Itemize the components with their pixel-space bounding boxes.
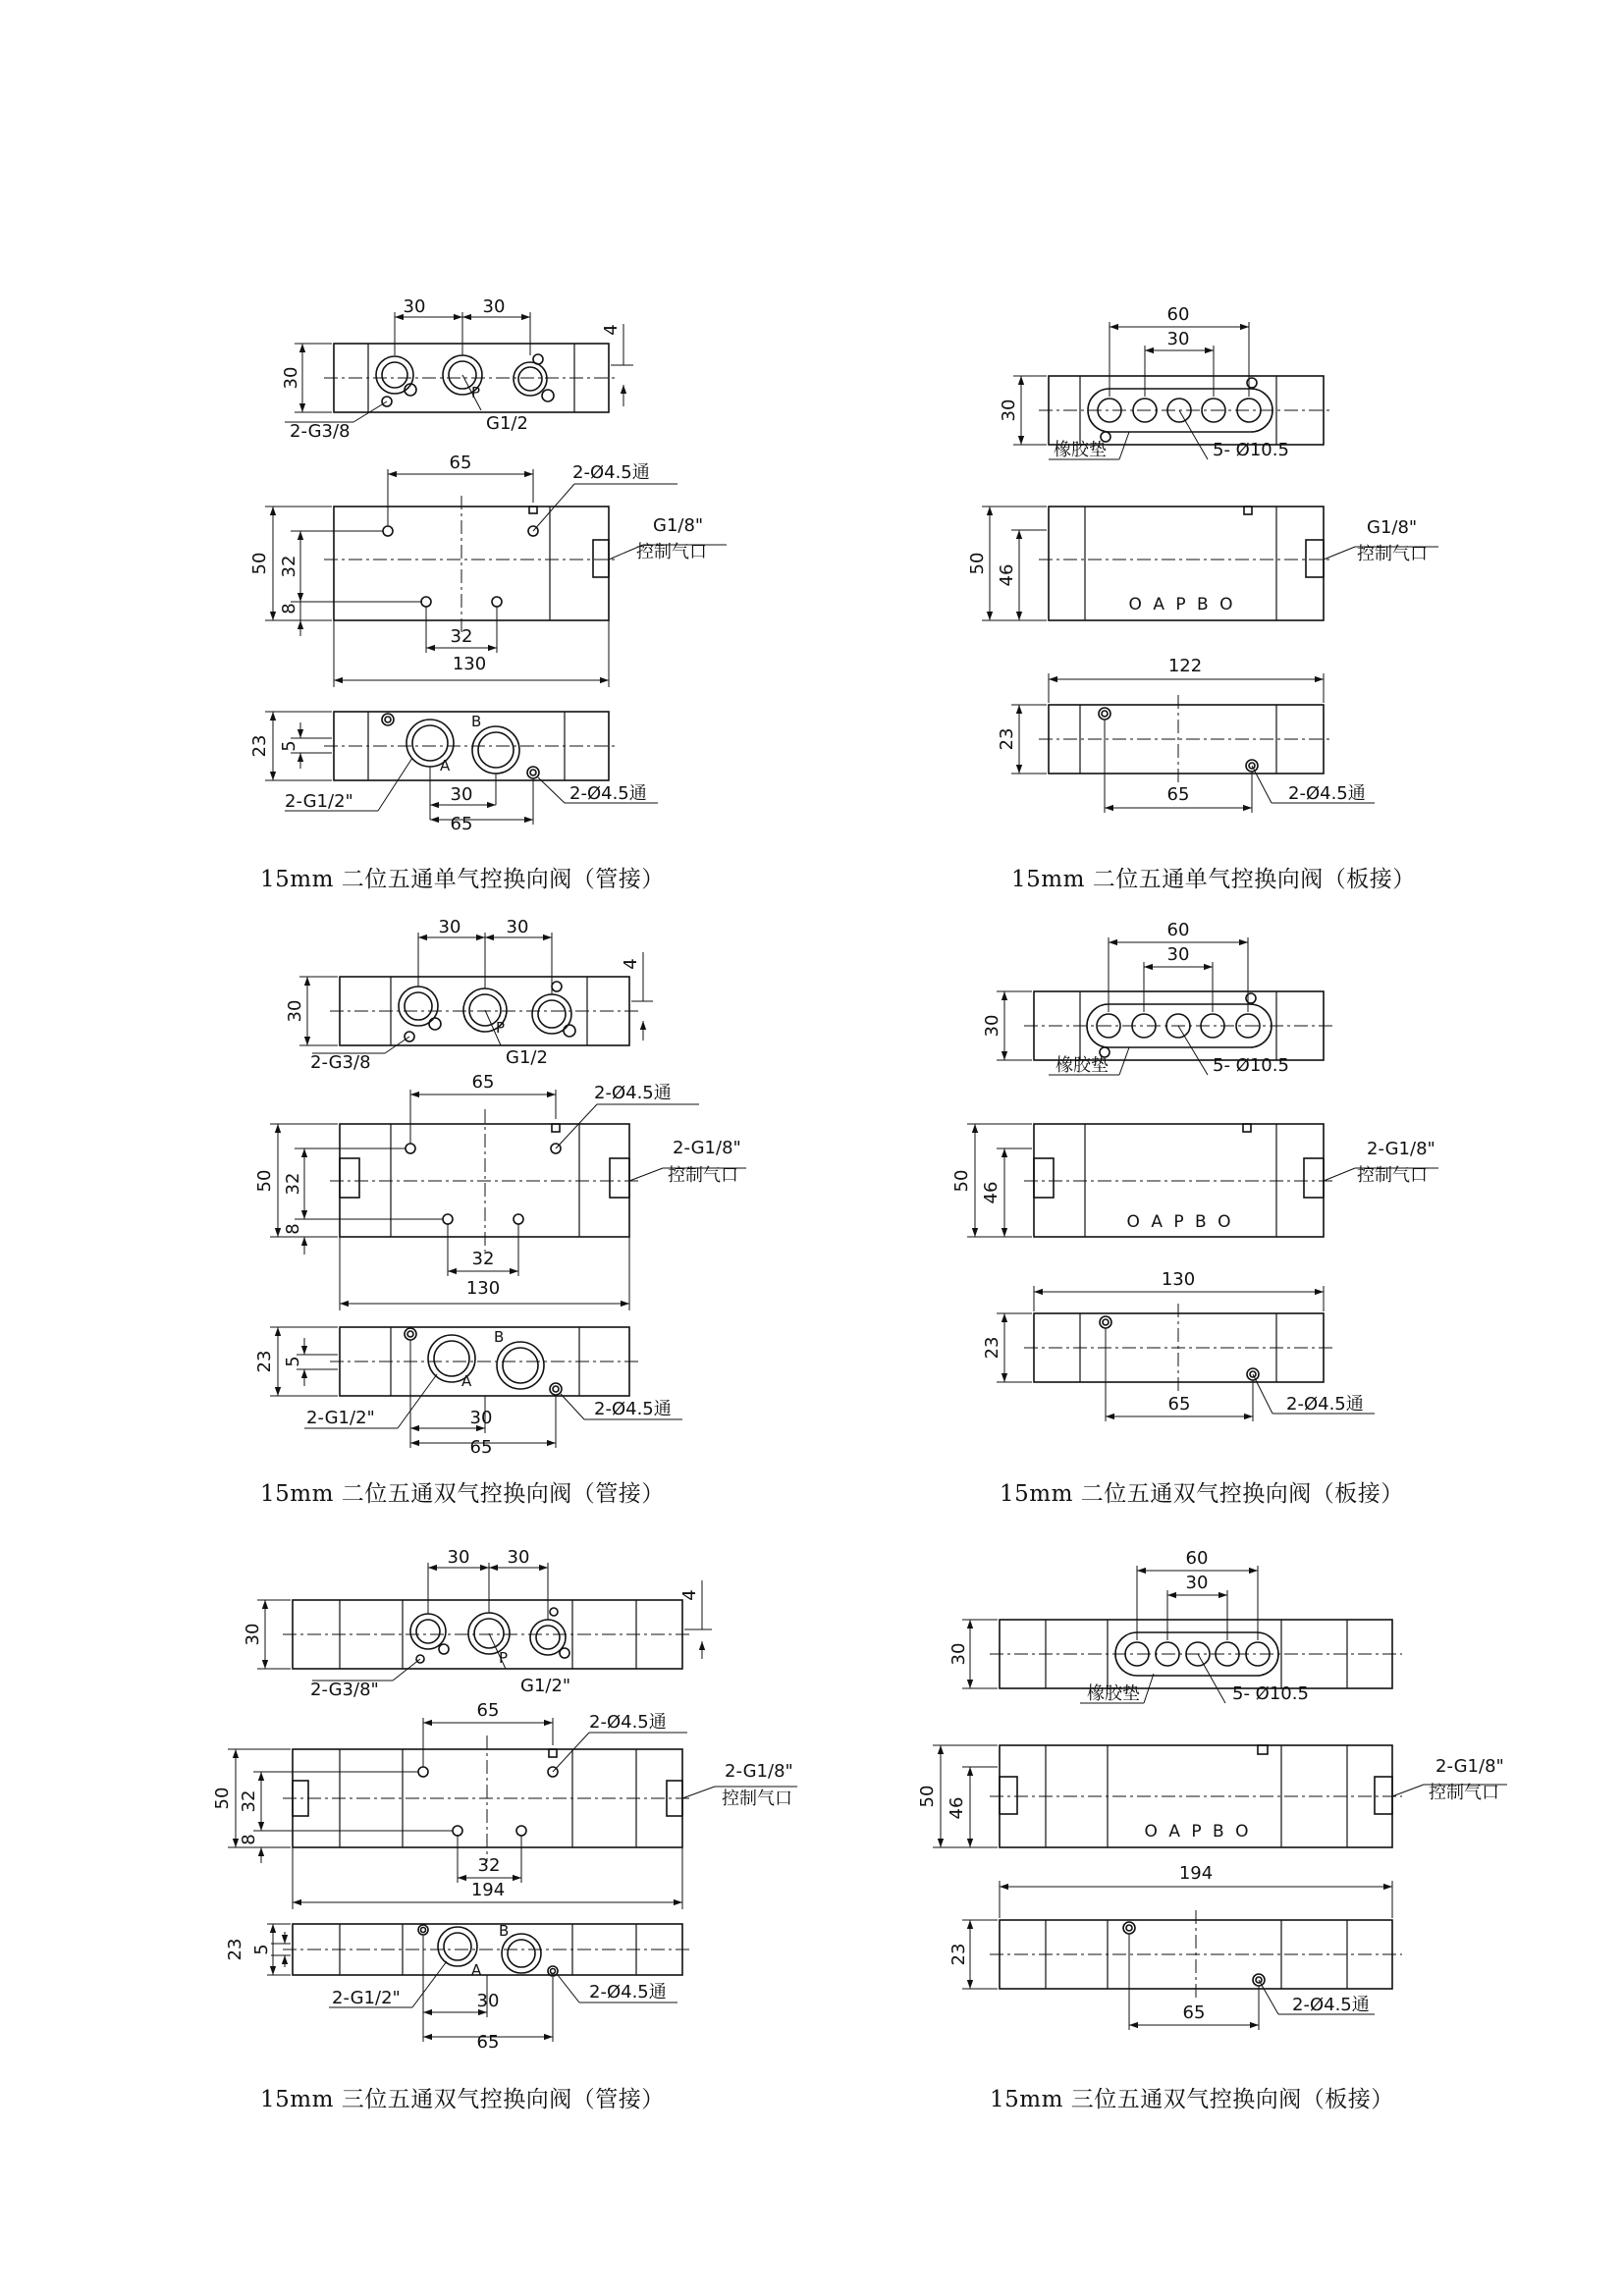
- dim-8: 8: [239, 1834, 259, 1845]
- dim-30: 30: [403, 296, 426, 317]
- dim-5: 5: [279, 740, 299, 752]
- dim-23: 23: [225, 1938, 245, 1961]
- dim-50: 50: [212, 1787, 233, 1810]
- label-control-port: 控制气口: [636, 542, 707, 562]
- label-g1-2: G1/2": [520, 1676, 571, 1696]
- dim-23: 23: [997, 727, 1017, 751]
- label-2-g1-2: 2-G1/2": [306, 1408, 375, 1428]
- dim-46: 46: [981, 1181, 1001, 1204]
- label-2-g1-8: 2-G1/8": [1435, 1756, 1504, 1777]
- label-hole-4-5: 2-Ø4.5通: [572, 462, 650, 483]
- label-gasket: 橡胶垫: [1054, 440, 1107, 460]
- dim-5: 5: [283, 1356, 303, 1367]
- dim-60: 60: [1185, 1548, 1209, 1569]
- drawing-three-pipe: [228, 1563, 797, 2042]
- label-control-port: 控制气口: [1429, 1783, 1499, 1803]
- label-g1-2: G1/2: [486, 413, 528, 434]
- label-control-port: 控制气口: [668, 1165, 738, 1186]
- dim-65: 65: [1167, 1394, 1191, 1415]
- dim-30: 30: [507, 1547, 530, 1568]
- caption-double-plate: 15mm 二位五通双气控换向阀（板接）: [1000, 1481, 1404, 1507]
- top-view: [299, 933, 653, 1053]
- dim-30: 30: [476, 1991, 500, 2011]
- label-hole-4-5: 2-Ø4.5通: [589, 1982, 667, 2002]
- front-view: [265, 469, 727, 687]
- label-hole-4-5: 2-Ø4.5通: [594, 1399, 672, 1419]
- dim-65: 65: [469, 1437, 493, 1458]
- dim-5: 5: [251, 1944, 272, 1955]
- dim-30: 30: [450, 784, 473, 805]
- dim-30: 30: [506, 917, 529, 937]
- dim-30: 30: [482, 296, 506, 317]
- dim-30: 30: [243, 1623, 263, 1646]
- dim-130: 130: [1161, 1269, 1196, 1290]
- dim-32: 32: [279, 555, 299, 578]
- port-labels: O A P B O: [1144, 1822, 1252, 1842]
- dim-130: 130: [452, 654, 487, 674]
- dim-65: 65: [450, 814, 473, 834]
- label-hole-4-5: 2-Ø4.5通: [594, 1083, 672, 1103]
- dim-4: 4: [601, 324, 622, 336]
- dim-194: 194: [470, 1880, 506, 1900]
- dim-32: 32: [471, 1249, 495, 1269]
- caption-three-pipe: 15mm 三位五通双气控换向阀（管接）: [260, 2087, 665, 2112]
- dim-65: 65: [476, 1700, 500, 1721]
- dim-60: 60: [1166, 304, 1190, 325]
- dim-8: 8: [283, 1223, 303, 1235]
- dim-130: 130: [465, 1278, 501, 1299]
- label-2-g1-2: 2-G1/2": [285, 791, 353, 812]
- dim-65: 65: [476, 2032, 500, 2053]
- label-2-g3-8: 2-G3/8": [310, 1680, 379, 1700]
- label-5-hole-10-5: 5- Ø10.5: [1213, 440, 1289, 460]
- drawing-double-pipe: [270, 933, 746, 1448]
- front-view: [270, 1090, 746, 1310]
- label-control-port: 控制气口: [1357, 544, 1428, 564]
- label-gasket: 橡胶垫: [1087, 1683, 1140, 1704]
- label-g1-8: G1/8": [1367, 517, 1418, 538]
- dim-30: 30: [438, 917, 461, 937]
- dim-65: 65: [1166, 784, 1190, 805]
- label-2-g3-8: 2-G3/8: [310, 1052, 371, 1073]
- dim-60: 60: [1166, 920, 1190, 940]
- dim-30: 30: [982, 1014, 1002, 1038]
- port-labels: O A P B O: [1126, 1212, 1234, 1232]
- dim-50: 50: [254, 1169, 275, 1193]
- dim-32: 32: [239, 1789, 259, 1813]
- label-5-hole-10-5: 5- Ø10.5: [1213, 1055, 1289, 1076]
- dim-4: 4: [621, 958, 641, 970]
- dim-122: 122: [1167, 656, 1203, 676]
- port-p: P: [496, 1019, 506, 1037]
- dim-50: 50: [951, 1169, 972, 1193]
- label-5-hole-10-5: 5- Ø10.5: [1232, 1683, 1309, 1704]
- drawing-three-plate: [933, 1566, 1507, 2030]
- label-hole-4-5: 2-Ø4.5通: [1288, 783, 1366, 804]
- dim-65: 65: [1182, 2002, 1206, 2023]
- label-control-port: 控制气口: [1357, 1165, 1428, 1186]
- dim-65: 65: [471, 1072, 495, 1093]
- label-hole-4-5: 2-Ø4.5通: [1286, 1394, 1364, 1415]
- label-2-g1-2: 2-G1/2": [332, 1988, 401, 2008]
- dim-50: 50: [967, 552, 988, 575]
- dim-23: 23: [948, 1943, 969, 1966]
- dim-30: 30: [948, 1642, 969, 1666]
- dim-32: 32: [283, 1172, 303, 1196]
- label-hole-4-5: 2-Ø4.5通: [589, 1712, 667, 1733]
- label-control-port: 控制气口: [722, 1789, 792, 1809]
- top-view: [997, 937, 1333, 1075]
- label-hole-4-5: 2-Ø4.5通: [569, 783, 647, 804]
- dim-30: 30: [285, 999, 305, 1023]
- dim-30: 30: [447, 1547, 470, 1568]
- port-labels: O A P B O: [1128, 595, 1236, 614]
- dim-30: 30: [1166, 944, 1190, 965]
- top-view: [285, 312, 633, 422]
- caption-single-pipe: 15mm 二位五通单气控换向阀（管接）: [260, 867, 665, 892]
- label-g1-2: G1/2: [506, 1047, 548, 1068]
- port-b: B: [494, 1328, 505, 1346]
- label-2-g1-8: 2-G1/8": [673, 1138, 741, 1158]
- dim-30: 30: [1166, 329, 1190, 349]
- port-b: B: [471, 713, 482, 730]
- port-p: P: [471, 384, 481, 401]
- dim-46: 46: [997, 563, 1017, 587]
- top-view: [257, 1563, 712, 1681]
- dim-4: 4: [679, 1589, 700, 1601]
- dim-30: 30: [469, 1408, 493, 1428]
- caption-three-plate: 15mm 三位五通双气控换向阀（板接）: [990, 2087, 1394, 2112]
- dim-50: 50: [249, 552, 270, 575]
- drawing-single-pipe: [265, 312, 727, 825]
- dim-46: 46: [947, 1796, 967, 1820]
- dim-30: 30: [999, 399, 1019, 422]
- label-hole-4-5: 2-Ø4.5通: [1292, 1995, 1370, 2015]
- port-a: A: [471, 1961, 482, 1979]
- label-2-g1-8: 2-G1/8": [1367, 1139, 1435, 1159]
- dim-194: 194: [1178, 1863, 1214, 1884]
- dim-32: 32: [477, 1855, 501, 1876]
- dim-30: 30: [281, 366, 301, 390]
- dim-23: 23: [254, 1350, 275, 1373]
- top-view: [962, 1566, 1402, 1703]
- dim-30: 30: [1185, 1573, 1209, 1593]
- label-2-g3-8: 2-G3/8: [290, 421, 351, 442]
- bottom-view: [270, 1327, 682, 1448]
- dim-50: 50: [917, 1785, 938, 1808]
- dim-65: 65: [449, 453, 472, 473]
- label-g1-8: G1/8": [653, 515, 704, 536]
- caption-double-pipe: 15mm 二位五通双气控换向阀（管接）: [260, 1481, 665, 1507]
- front-view: [228, 1718, 797, 1909]
- caption-single-plate: 15mm 二位五通单气控换向阀（板接）: [1011, 867, 1416, 892]
- dim-23: 23: [249, 734, 270, 758]
- port-b: B: [499, 1922, 510, 1940]
- label-gasket: 橡胶垫: [1056, 1055, 1109, 1076]
- port-a: A: [440, 757, 451, 774]
- label-2-g1-8: 2-G1/8": [725, 1761, 793, 1782]
- port-p: P: [499, 1649, 509, 1667]
- port-a: A: [461, 1372, 472, 1390]
- dim-32: 32: [450, 626, 473, 647]
- drawing-single-plate: [982, 322, 1438, 813]
- dim-23: 23: [982, 1336, 1002, 1360]
- dim-8: 8: [279, 603, 299, 614]
